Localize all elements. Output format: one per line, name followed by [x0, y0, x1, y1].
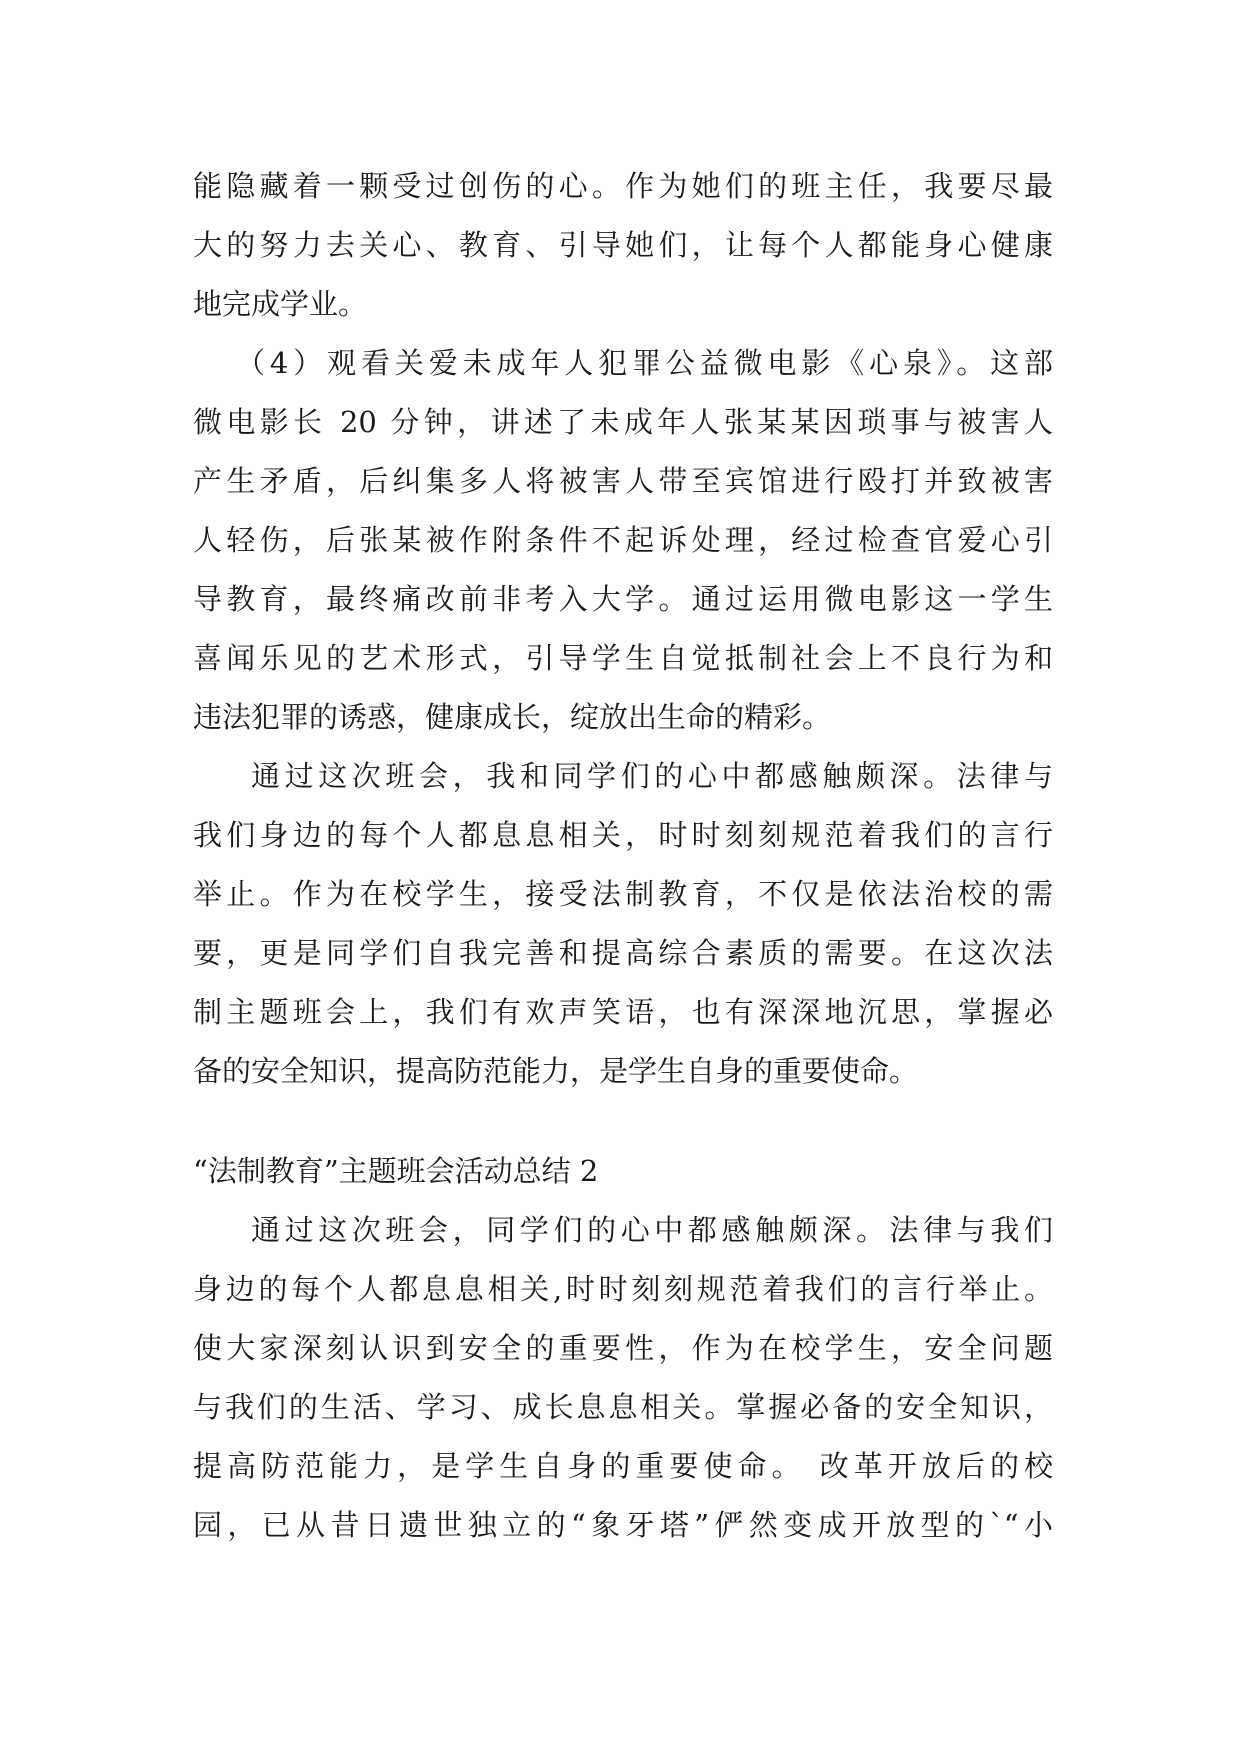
paragraph-4-line-3: 使大家深刻认识到安全的重要性，作为在校学生，安全问题	[193, 1331, 1053, 1365]
paragraph-1-line-2: 大的努力去关心、教育、引导她们，让每个人都能身心健康	[193, 228, 1053, 262]
paragraph-2-line-3: 产生矛盾，后纠集多人将被害人带至宾馆进行殴打并致被害	[193, 464, 1053, 498]
paragraph-3-line-1: 通过这次班会，我和同学们的心中都感触颇深。法律与	[251, 759, 1053, 793]
paragraph-2-line-6: 喜闻乐见的艺术形式，引导学生自觉抵制社会上不良行为和	[193, 641, 1053, 675]
paragraph-3-line-5: 制主题班会上，我们有欢声笑语，也有深深地沉思，掌握必	[193, 995, 1053, 1029]
paragraph-4-line-4: 与我们的生活、学习、成长息息相关。掌握必备的安全知识，	[193, 1390, 1053, 1424]
paragraph-4-line-5: 提高防范能力，是学生自身的重要使命。 改革开放后的校	[193, 1449, 1053, 1483]
paragraph-3-line-4: 要，更是同学们自我完善和提高综合素质的需要。在这次法	[193, 936, 1053, 970]
paragraph-3-line-3: 举止。作为在校学生，接受法制教育，不仅是依法治校的需	[193, 877, 1053, 911]
paragraph-3-line-2: 我们身边的每个人都息息相关，时时刻刻规范着我们的言行	[193, 818, 1053, 852]
section-heading: “法制教育”主题班会活动总结 2	[193, 1154, 599, 1188]
paragraph-3-line-6: 备的安全知识，提高防范能力，是学生自身的重要使命。	[193, 1054, 919, 1088]
paragraph-4-line-6: 园，已从昔日遗世独立的“象牙塔”俨然变成开放型的`“小	[193, 1508, 1053, 1542]
paragraph-2-line-5: 导教育，最终痛改前非考入大学。通过运用微电影这一学生	[193, 582, 1053, 616]
paragraph-4-line-2: 身边的每个人都息息相关,时时刻刻规范着我们的言行举止。	[193, 1272, 1053, 1306]
paragraph-2-line-7: 违法犯罪的诱惑，健康成长，绽放出生命的精彩。	[193, 700, 832, 734]
paragraph-1-line-3: 地完成学业。	[193, 287, 368, 321]
paragraph-4-line-1: 通过这次班会，同学们的心中都感触颇深。法律与我们	[251, 1213, 1053, 1247]
paragraph-2-line-1: （4）观看关爱未成年人犯罪公益微电影《心泉》。这部	[236, 346, 1053, 380]
paragraph-2-line-2: 微电影长 20 分钟，讲述了未成年人张某某因琐事与被害人	[193, 405, 1053, 439]
paragraph-1-line-1: 能隐藏着一颗受过创伤的心。作为她们的班主任，我要尽最	[193, 169, 1053, 203]
paragraph-2-line-4: 人轻伤，后张某被作附条件不起诉处理，经过检查官爱心引	[193, 523, 1053, 557]
